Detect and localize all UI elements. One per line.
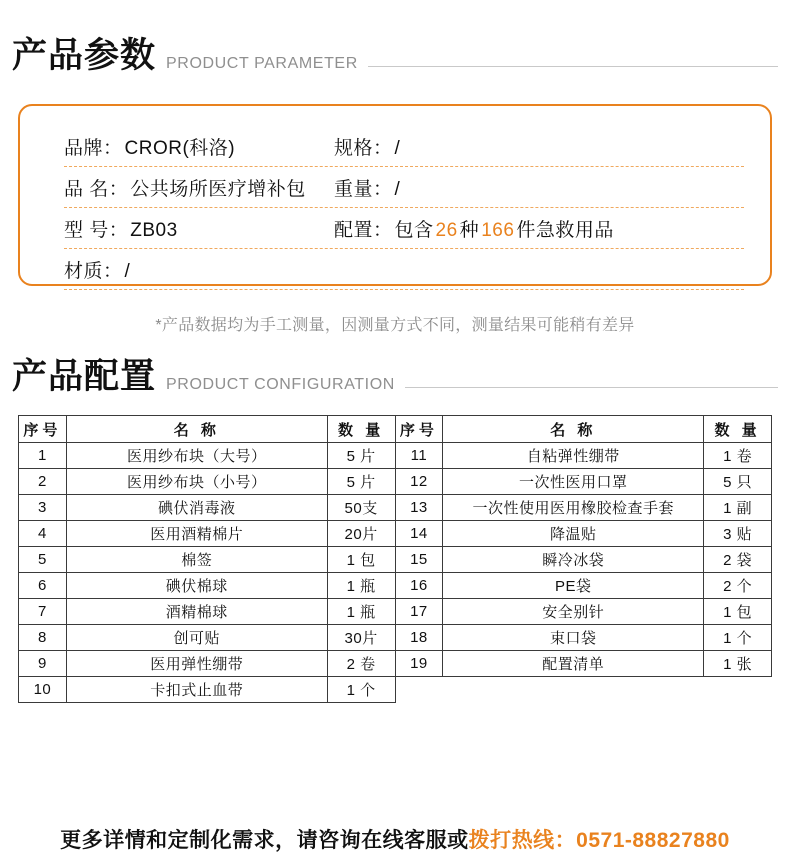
table-row [19, 469, 772, 495]
parameter-row [64, 126, 744, 167]
table-cell: 1 卷 [704, 443, 772, 469]
table-cell: PE袋 [443, 573, 704, 599]
table-row [19, 677, 772, 703]
footer-hotline-label[interactable]: 拨打热线： [468, 829, 577, 852]
parameter-value: CROR(科洛) [124, 137, 236, 159]
parameter-value: ZB03 [130, 219, 178, 241]
parameter-spec [334, 133, 400, 160]
parameter-value: / [124, 260, 131, 282]
table-cell: 5 片 [327, 469, 395, 495]
table-cell: 束口袋 [443, 625, 704, 651]
table-cell: 5 片 [327, 443, 395, 469]
table-row [19, 651, 772, 677]
table-row [19, 495, 772, 521]
table-cell: 碘伏棉球 [66, 573, 327, 599]
table-cell: 1 副 [704, 495, 772, 521]
section-heading-parameter [0, 36, 790, 76]
table-cell-empty [704, 677, 772, 703]
table-cell: 9 [19, 651, 67, 677]
footer-contact [0, 824, 790, 854]
section-title-en: PRODUCT PARAMETER [166, 55, 358, 72]
table-cell: 13 [395, 495, 443, 521]
section-title-en: PRODUCT CONFIGURATION [166, 376, 395, 393]
parameter-value-kinds: 26 [435, 219, 458, 241]
table-cell: 5 [19, 547, 67, 573]
table-cell: 2 袋 [704, 547, 772, 573]
table-cell: 2 [19, 469, 67, 495]
parameter-label: 品牌： [64, 137, 123, 159]
table-header-row [19, 416, 772, 443]
table-row [19, 625, 772, 651]
table-cell: 11 [395, 443, 443, 469]
table-cell: 1 张 [704, 651, 772, 677]
table-cell: 瞬冷冰袋 [443, 547, 704, 573]
table-header-cell: 序号 [395, 416, 443, 443]
table-cell: 5 只 [704, 469, 772, 495]
table-cell: 20片 [327, 521, 395, 547]
table-cell: 2 个 [704, 573, 772, 599]
parameter-row [64, 208, 744, 249]
section-heading-configuration [0, 357, 790, 397]
table-cell: 自粘弹性绷带 [443, 443, 704, 469]
parameter-value-post: 件急救用品 [516, 219, 614, 241]
configuration-table [18, 415, 772, 703]
table-cell: 医用弹性绷带 [66, 651, 327, 677]
parameter-value: / [394, 178, 401, 200]
table-cell: 15 [395, 547, 443, 573]
measurement-note: *产品数据均为手工测量，因测量方式不同，测量结果可能稍有差异 [155, 317, 635, 334]
table-cell: 医用酒精棉片 [66, 521, 327, 547]
table-cell: 配置清单 [443, 651, 704, 677]
table-cell: 降温贴 [443, 521, 704, 547]
parameter-configuration [334, 215, 614, 242]
parameter-value-pre: 包含 [394, 219, 434, 241]
table-header-cell: 数 量 [327, 416, 395, 443]
table-row [19, 443, 772, 469]
table-cell: 1 瓶 [327, 573, 395, 599]
parameter-card [18, 104, 772, 286]
table-cell: 1 [19, 443, 67, 469]
table-cell: 碘伏消毒液 [66, 495, 327, 521]
table-cell: 一次性使用医用橡胶检查手套 [443, 495, 704, 521]
table-cell: 4 [19, 521, 67, 547]
table-cell: 8 [19, 625, 67, 651]
table-cell-empty [443, 677, 704, 703]
table-header-cell: 名 称 [66, 416, 327, 443]
parameter-label: 配置： [334, 219, 393, 241]
parameter-material [64, 256, 334, 283]
section-title-cn: 产品配置 [12, 357, 157, 396]
table-cell: 3 [19, 495, 67, 521]
table-cell: 7 [19, 599, 67, 625]
parameter-brand [64, 133, 334, 160]
table-cell-empty [395, 677, 443, 703]
table-cell: 1 包 [704, 599, 772, 625]
table-cell: 棉签 [66, 547, 327, 573]
table-cell: 一次性医用口罩 [443, 469, 704, 495]
section-title-cn: 产品参数 [12, 36, 157, 75]
table-header-cell: 名 称 [443, 416, 704, 443]
table-cell: 安全别针 [443, 599, 704, 625]
heading-rule [405, 387, 778, 388]
table-cell: 50支 [327, 495, 395, 521]
parameter-value-mid: 种 [459, 219, 480, 241]
parameter-label: 型 号： [64, 219, 129, 241]
parameter-row [64, 249, 744, 290]
parameter-label: 重量： [334, 178, 393, 200]
table-cell: 18 [395, 625, 443, 651]
configuration-table-wrapper [18, 415, 772, 703]
footer-text: 更多详情和定制化需求，请咨询在线客服或 [60, 829, 469, 852]
parameter-value: / [394, 137, 401, 159]
table-cell: 12 [395, 469, 443, 495]
footer-phone-number[interactable]: 0571-88827880 [576, 829, 730, 852]
table-row [19, 599, 772, 625]
heading-rule [368, 66, 778, 67]
table-cell: 1 个 [327, 677, 395, 703]
table-cell: 1 瓶 [327, 599, 395, 625]
table-cell: 1 包 [327, 547, 395, 573]
parameter-model [64, 215, 334, 242]
table-cell: 医用纱布块（大号） [66, 443, 327, 469]
table-cell: 酒精棉球 [66, 599, 327, 625]
parameter-weight [334, 174, 400, 201]
parameter-product-name [64, 174, 334, 201]
table-cell: 卡扣式止血带 [66, 677, 327, 703]
parameter-value-pieces: 166 [481, 219, 515, 241]
parameter-row [64, 167, 744, 208]
table-row [19, 521, 772, 547]
parameter-label: 材质： [64, 260, 123, 282]
table-header-cell: 数 量 [704, 416, 772, 443]
table-cell: 10 [19, 677, 67, 703]
table-cell: 2 卷 [327, 651, 395, 677]
table-cell: 30片 [327, 625, 395, 651]
table-cell: 14 [395, 521, 443, 547]
table-cell: 1 个 [704, 625, 772, 651]
table-row [19, 573, 772, 599]
table-cell: 19 [395, 651, 443, 677]
table-row [19, 547, 772, 573]
table-cell: 17 [395, 599, 443, 625]
table-cell: 3 贴 [704, 521, 772, 547]
parameter-label: 规格： [334, 137, 393, 159]
table-cell: 创可贴 [66, 625, 327, 651]
parameter-value: 公共场所医疗增补包 [130, 178, 306, 200]
parameter-label: 品 名： [64, 178, 129, 200]
table-cell: 6 [19, 573, 67, 599]
table-cell: 16 [395, 573, 443, 599]
table-cell: 医用纱布块（小号） [66, 469, 327, 495]
table-header-cell: 序号 [19, 416, 67, 443]
